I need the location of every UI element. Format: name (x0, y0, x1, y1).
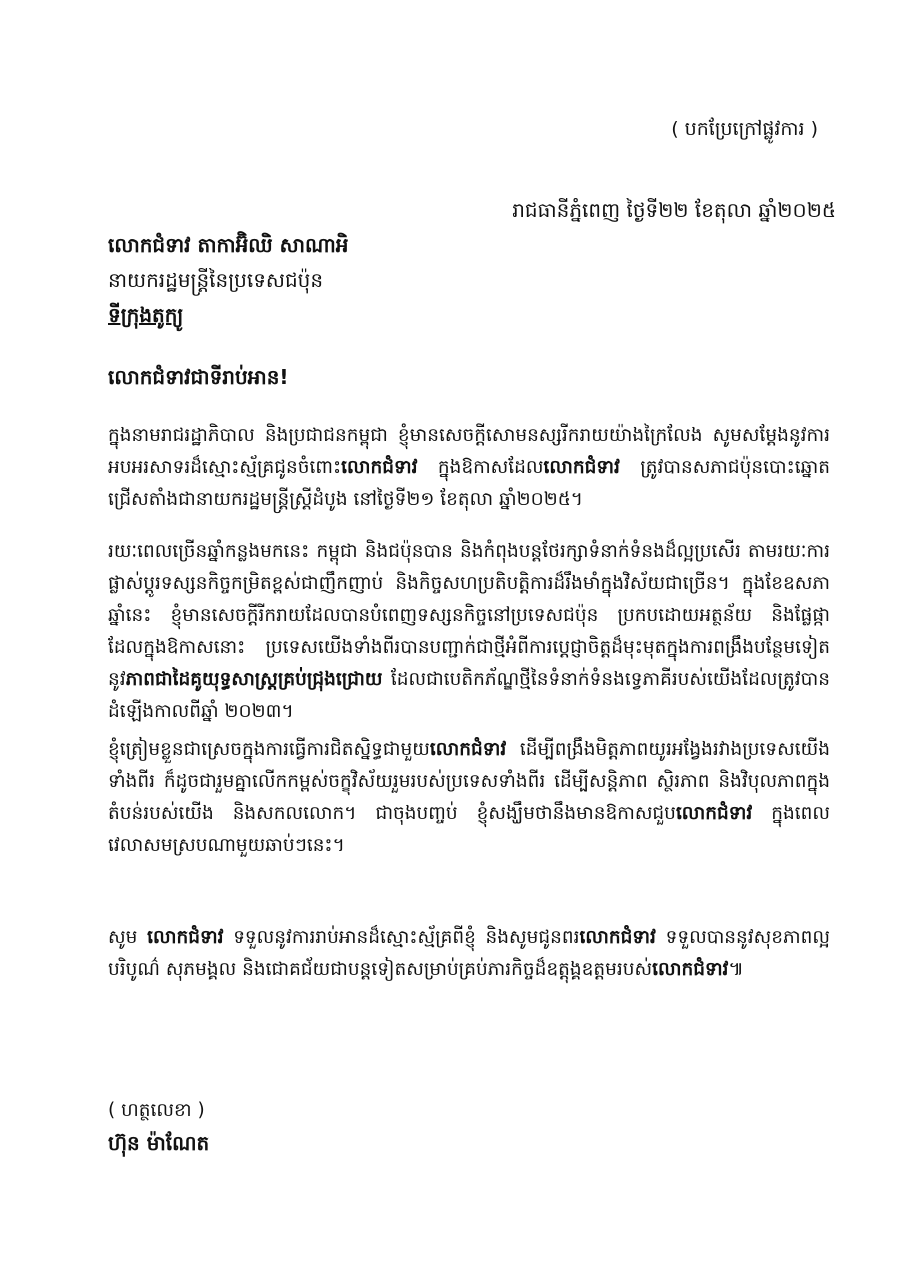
paragraph-text: ត្រូវបានសភាជប៉ុនបោះឆ្នោតជ្រើសតាំងជានាយករដ្ឋមន្ត្រីស្ត្រីដំបូង នៅថ្ងៃទី២១ ខែតុលា ឆ្នាំ២០២៥។ (108, 457, 830, 510)
date-line: រាជធានីភ្នំពេញ ថ្ងៃទី២២ ខែតុលា ឆ្នាំ២០២៥ (512, 198, 836, 222)
paragraph-text: ខ្ញុំត្រៀមខ្លួនជាស្រេចក្នុងការធ្វើការជិតស្និទ្ធជាមួយ (108, 739, 430, 760)
paragraph-4 (108, 922, 830, 986)
bold-honorific: លោកជំទាវ (543, 457, 620, 478)
bold-honorific: លោកជំទាវ (341, 457, 418, 478)
salutation: លោកជំទាវជាទីរាប់អាន! (108, 365, 289, 389)
bold-honorific: លោកជំទាវ (652, 959, 729, 980)
paragraph-text: ក្នុងពេលវេលាសមស្របណាមួយឆាប់ៗនេះ។ (108, 803, 830, 856)
bold-honorific: លោកជំទាវ (429, 739, 507, 760)
paragraph-text: ដើម្បីពង្រឹងមិត្តភាពយូរអង្វែងរវាងប្រទេសយើងទាំងពីរ ក៏ដូចជារួមគ្នាលើកកម្ពស់ចក្ខុវិស័យរួមរបស់ប្រទេសទាំងពីរ ដើម្បីសន្តិភាព ស្ថិរភាព និងវិបុលភាពក្នុងតំបន់របស់យើង និងសកលលោក។ ជាចុងបញ្ចប់ ខ្ញុំសង្ឃឹមថានឹងមានឱកាសជួប (108, 739, 830, 824)
paragraph-text: ក្នុងឱកាសដែល (417, 457, 544, 478)
paragraph-text: សូម (108, 927, 148, 948)
recipient-block (108, 228, 828, 333)
recipient-city: ទីក្រុងតូក្យូ (108, 303, 184, 327)
paragraph-1 (108, 420, 830, 516)
paragraph-text: ទទួលបាននូវសុខភាពល្អបរិបូណ៌ សុភមង្គល និងជោគជ័យជាបន្តទៀតសម្រាប់គ្រប់ភារកិច្ចដ៏ឧត្តុង្គឧត្តមរបស់ (108, 927, 830, 980)
paragraph-text: រយៈពេលច្រើនឆ្នាំកន្លងមកនេះ កម្ពុជា និងជប៉ុនបាន និងកំពុងបន្តថែរក្សាទំនាក់ទំនងដ៏ល្អប្រសើរ តាមរយៈការផ្លាស់ប្តូរទស្សនកិច្ចកម្រិតខ្ពស់ជាញឹកញាប់ និងកិច្ចសហប្រតិបត្តិការដ៏រឹងមាំក្នុងវិស័យជាច្រើន។ ក្នុងខែឧសភា ឆ្នាំនេះ ខ្ញុំមានសេចក្តីរីករាយដែលបានបំពេញទស្សនកិច្ចនៅប្រទេសជប៉ុន ប្រកបដោយអត្ថន័យ និងផ្លែផ្កា ដែលក្នុងឱកាសនោះ ប្រទេសយើងទាំងពីរបានបញ្ជាក់ជាថ្មីអំពីការប្តេជ្ញាចិត្តដ៏មុះមុតក្នុងការពង្រឹងបន្ថែមទៀតនូវ (108, 541, 830, 690)
paragraph-text: ក្នុងនាមរាជរដ្ឋាភិបាល និងប្រជាជនកម្ពុជា ខ្ញុំមានសេចក្តីសោមនស្សរីករាយយ៉ាងក្រៃលែង សូមសម្តែងនូវការអបអរសាទរដ៏ស្មោះស្ម័គ្រជូនចំពោះ (108, 425, 830, 478)
bold-honorific: លោកជំទាវ (675, 803, 753, 824)
bold-honorific: លោកជំទាវ (579, 927, 656, 948)
bold-honorific: លោកជំទាវ (147, 927, 224, 948)
signatory-name: ហ៊ុន ម៉ាណែត (108, 1131, 210, 1155)
signature-label: ( ហត្ថលេខា ) (108, 1100, 205, 1121)
paragraph-2 (108, 536, 830, 728)
translation-note: ( បកប្រែក្រៅផ្លូវការ ) (671, 118, 818, 140)
recipient-title: នាយករដ្ឋមន្ត្រីនៃប្រទេសជប៉ុន (108, 268, 324, 292)
bold-phrase: ភាពជាដៃគូយុទ្ធសាស្ត្រគ្រប់ជ្រុងជ្រោយ (125, 669, 383, 690)
recipient-name: លោកជំទាវ តាកាអ៊ិឈិ សាណាអិ (108, 233, 349, 257)
paragraph-text: ៕ (728, 959, 744, 980)
paragraph-text: ដែលជាបេតិកភ័ណ្ឌថ្មីនៃទំនាក់ទំនងទ្វេភាគីរបស់យើងដែលត្រូវបានដំឡើងកាលពីឆ្នាំ ២០២៣។ (108, 669, 830, 722)
paragraph-text: ទទួលនូវការរាប់អានដ៏ស្មោះស្ម័គ្រពីខ្ញុំ និងសូមជូនពរ (223, 927, 580, 948)
paragraph-3 (108, 734, 830, 862)
